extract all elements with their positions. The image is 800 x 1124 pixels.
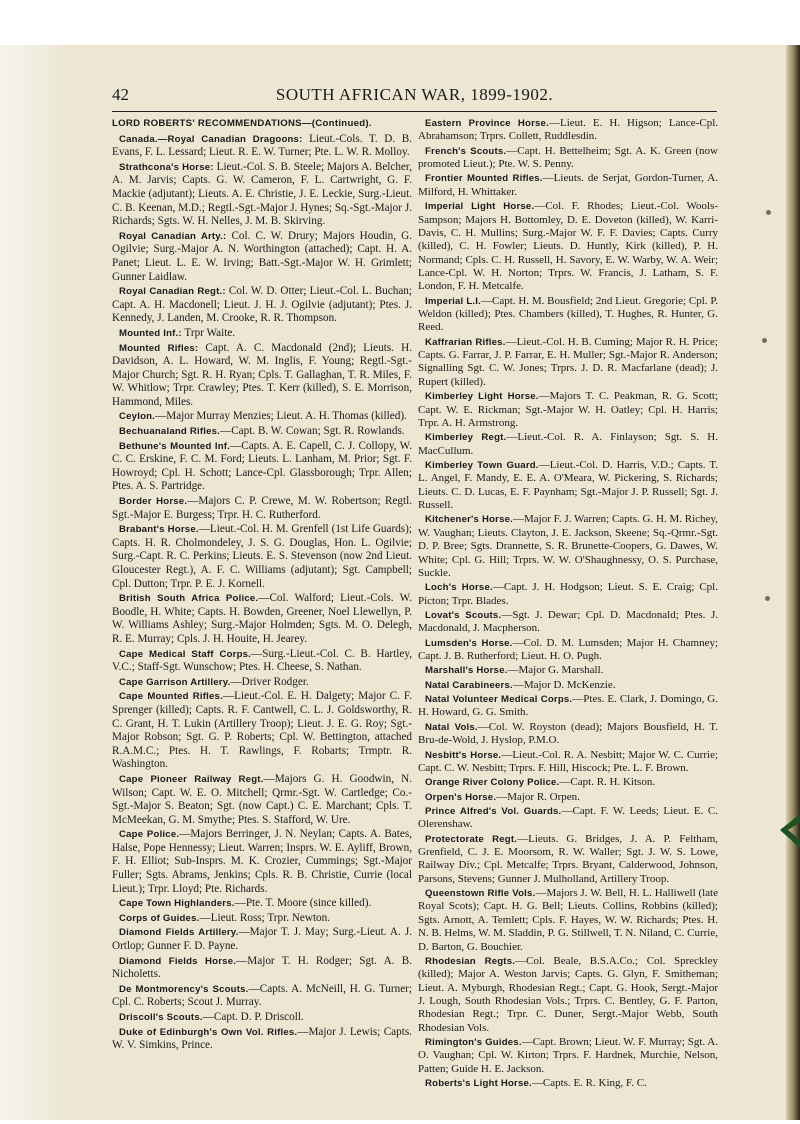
unit-entry — [112, 342, 412, 410]
unit-name: Orange River Colony Police. — [425, 777, 560, 789]
unit-name: Eastern Province Horse. — [425, 118, 549, 129]
entry-text: —Lieuts. de Serjat, Gordon-Turner, A. Milford, H. Whittaker. — [418, 172, 718, 198]
unit-entry — [112, 955, 412, 982]
entry-text: —Majors T. C. Peakman, R. G. Scott; Capt. W. E. Rickman; Sgt.-Major W. H. Oatley; Cpl. H. Harris; Trpr. A. H. Armstrong. — [418, 390, 718, 429]
unit-entry — [112, 676, 412, 690]
entry-text: Lieut.-Col. S. B. Steele; Majors A. Belcher, A. M. Jarvis; Capts. G. W. Cameron, F. L. Cartwright, G. F. Mackie (adjutant); Lieuts. A. E. Christie, J. E. Leckie, Surg.-Lieut. C. B. Keenan, M.D.; Regtl.-Sgt.-Major J. Hynes; Sq.-Sgt.-Major J. Richards; Sgts. W. H. Nelles, J. M. B. Skirving. — [112, 160, 412, 228]
entry-text: —Lieut.-Col. H. M. Grenfell (1st Life Guards); Capts. H. R. Cholmondeley, J. S. G. Douglas, Hon. L. Ogilvie; Surg.-Capt. R. C. Perkins; Lieuts. E. S. Stevenson (now 2nd Lieut. Gloucester Regt.), A. F. C. Williams (adjutant); Sgt. Campbell; Cpl. Dutton; Trpr. P. E. J. Kornell. — [112, 523, 412, 590]
page-number: 42 — [112, 85, 129, 104]
unit-entry — [112, 983, 412, 1010]
unit-entry — [418, 459, 718, 512]
unit-entry — [418, 749, 718, 776]
entry-text: —Lieut.-Col. E. H. Dalgety; Major C. F. Sprenger (killed); Capts. R. F. Cantwell, C. L. J. Goldsworthy, R. C. Grant, H. T. Lukin (Artillery Troop); Lieut. J. E. G. Roy; Sgt.-Major Robson; Sgt. G. P. Roberts; Cpl. W. Bettington, attached R.A.M.C.; Ptes. H. T. Rawlings, F. Robarts; Trmptr. R. Washington. — [112, 690, 413, 771]
entry-text: —Major Murray Menzies; Lieut. A. H. Thomas (killed). — [155, 410, 407, 423]
unit-entry — [112, 926, 412, 953]
entry-text: —Capt. R. H. Kitson. — [559, 776, 656, 789]
page-stain — [766, 210, 771, 215]
entry-text: —Capt. H. Bettelheim; Sgt. A. K. Green (now promoted Lieut.); Pte. W. S. Penny. — [418, 144, 718, 171]
unit-name: Mounted Inf.: — [119, 327, 182, 339]
unit-name: Cape Mounted Rifles. — [119, 691, 223, 703]
unit-entry — [112, 161, 412, 229]
unit-name: Imperial Light Horse. — [425, 201, 535, 213]
unit-name: Corps of Guides. — [119, 912, 200, 924]
entry-text: —Col. F. Rhodes; Lieut.-Col. Wools-Sampson; Majors H. Bottomley, D. E. Doveton (killed), W. Karri-Davis, C. H. Mullins; Surg.-Major W. F. F. Davies; Capts. Curry (killed), C. H. Fowler; Lieuts. D. Huntly, Kirk (killed), P. H. Normand; Cpls. C. H. Russell, H. Savory, E. W. Warby, W. A. Weir; Lance-Cpl. W. H. Norton; Trprs. W. Francis, J. Latham, S. F. London, F. H. Metcalfe. — [418, 200, 718, 293]
unit-entry — [418, 887, 718, 954]
unit-entry — [112, 828, 412, 896]
unit-name: British South Africa Police. — [119, 593, 259, 605]
unit-entry — [112, 523, 412, 591]
entry-text: —Capt. J. H. Hodgson; Lieut. S. E. Craig; Cpl. Picton; Trpr. Blades. — [418, 581, 718, 607]
unit-entry — [112, 230, 412, 284]
unit-name: Border Horse. — [119, 496, 188, 508]
unit-entry — [418, 776, 718, 789]
header-rule — [112, 111, 717, 112]
entry-text: —Lieut.-Col. R. A. Nesbitt; Major W. C. Currie; Capt. C. W. Nesbitt; Trprs. F. Hill, Hiscock; Pte. L. F. Brown. — [418, 748, 719, 774]
unit-entry — [418, 1036, 718, 1076]
unit-name: Ceylon. — [119, 411, 156, 423]
unit-name: Frontier Mounted Rifles. — [425, 173, 543, 185]
unit-name: Diamond Fields Artillery. — [119, 927, 239, 939]
entry-text: —Col. Beale, B.S.A.Co.; Col. Spreckley (killed); Major A. Weston Jarvis; Capts. G. Glyn, F. Smitheman; Lieut. A. Myburgh, Rhodesian Regt.; Capt. G. Hook, Sergt.-Major J. Lough, South Rhodesian Vols.; Trprs. C. Bentley, G. F. Parton, Rhodesian Regt.; Trpr. C. Duner, Sergt.-Major Webb, South Rhodesian Vols. — [418, 954, 718, 1034]
unit-entry — [418, 955, 718, 1035]
unit-entry — [418, 791, 718, 804]
entry-text: —Capts. E. R. King, F. C. — [531, 1077, 647, 1090]
unit-entry — [418, 679, 718, 692]
unit-entry — [418, 295, 718, 335]
unit-name: Orpen's Horse. — [425, 791, 497, 803]
unit-name: Strathcona's Horse: — [119, 161, 214, 173]
unit-name: Brabant's Horse. — [119, 524, 199, 536]
entry-text: —Majors Berringer, J. N. Neylan; Capts. A. Bates, Halse, Pope Hennessy; Lieut. Warren; Insprs. W. E. Ayliff, Brown, F. H. Elliot; Sub-Insprs. M. K. Crozier, Cummings; Sgt.-Major Fuller; Sgts. Abrams, Jenkins; Cpls. R. B. Christie, Currie (local Lieut.); Trpr. Lloyd; Pte. Richards. — [112, 828, 412, 895]
page-edge — [786, 45, 800, 1120]
running-title: SOUTH AFRICAN WAR, 1899-1902. — [275, 85, 554, 104]
unit-entry — [112, 1011, 412, 1025]
entry-text: Trpr Waite. — [181, 326, 236, 339]
entry-text: —Sgt. J. Dewar; Cpl. D. Macdonald; Ptes. J. Macdonald, J. Macpherson. — [418, 608, 718, 635]
entry-text: —Capt. Brown; Lieut. W. F. Murray; Sgt. A. O. Vaughan; Cpl. W. Kirton; Trprs. F. Hardnek, Murchie, Nelson, Patten; Guide H. E. Jackson. — [418, 1036, 718, 1075]
unit-entry — [418, 431, 718, 458]
unit-entry — [112, 592, 412, 646]
unit-entry — [112, 1026, 412, 1053]
unit-name: Kimberley Town Guard. — [425, 459, 539, 471]
unit-entry — [418, 336, 718, 389]
unit-name: Duke of Edinburgh's Own Vol. Rifles. — [119, 1026, 298, 1038]
unit-entry — [112, 897, 412, 911]
unit-entry — [112, 912, 412, 926]
entry-text: —Lieuts. G. Bridges, J. A. P. Feltham, Grenfield, C. J. E. Moorsom, R. W. Waller; Sgt. J. W. S. Lowe, Railway Div.; Cpl. Metcalfe; Trprs. Bryant, Calderwood, Johnson, Parsons, Stevens; Gunner J. Mulholland, Artillery Troop. — [418, 832, 718, 885]
unit-name: Protectorate Regt. — [425, 833, 518, 845]
entry-text: —Driver Rodger. — [230, 675, 309, 688]
unit-name: Driscoll's Scouts. — [119, 1012, 203, 1023]
unit-name: Diamond Fields Horse. — [119, 955, 237, 967]
unit-name: Cape Garrison Artillery. — [119, 676, 231, 688]
unit-name: Rhodesian Regts. — [425, 955, 516, 967]
entry-text: Col. W. D. Otter; Lieut.-Col. L. Buchan; Capt. A. H. Macdonell; Lieut. J. H. J. Ogilvie (adjutant); Ptes. J. Kennedy, J. Landen, M. Crooke, R. R. Thompson. — [112, 285, 412, 325]
entry-text: —Major R. Orpen. — [496, 790, 580, 803]
unit-entry — [418, 664, 718, 677]
entry-text: —Capt. F. W. Leeds; Lieut. E. C. Olerenshaw. — [418, 804, 718, 831]
unit-entry — [418, 172, 718, 199]
unit-name: Roberts's Light Horse. — [425, 1078, 532, 1090]
unit-name: Kimberley Light Horse. — [425, 391, 539, 403]
unit-entry — [418, 145, 718, 172]
entry-text: Capt. A. C. Macdonald (2nd); Lieuts. H. Davidson, A. L. Howard, W. M. Inglis, F. Young; Regtl.-Sgt.-Major Church; Sgt. R. H. Ryan; Cpls. T. Gallaghan, T. R. Miles, F. W. Whitlow; Trpr. Crawley; Ptes. T. Kerr (killed), S. E. Morrison, Hammond, Miles. — [112, 341, 413, 408]
unit-name: Natal Carabineers. — [425, 679, 513, 691]
unit-name: Kitchener's Horse. — [425, 514, 514, 526]
unit-entry — [112, 425, 412, 439]
unit-name: Rimington's Guides. — [425, 1037, 522, 1049]
entry-text: —Lieut.-Col. R. A. Finlayson; Sgt. S. H. MacCullum. — [418, 431, 718, 457]
unit-entry — [112, 648, 412, 675]
entry-text: —Surg.-Lieut.-Col. C. B. Hartley, V.C.; Staff-Sgt. Wunschow; Ptes. H. Cheese, S. Nathan. — [112, 647, 412, 674]
unit-name: Canada.—Royal Canadian Dragoons: — [119, 133, 303, 145]
entry-text: —Major D. McKenzie. — [512, 678, 616, 691]
page-stain — [765, 596, 770, 601]
unit-name: Natal Volunteer Medical Corps. — [425, 694, 573, 706]
unit-name: Royal Canadian Arty.: — [119, 230, 227, 242]
entry-text: —Major G. Marshall. — [507, 664, 604, 677]
unit-name: Bechuanaland Rifles. — [119, 426, 221, 438]
entry-text: —Major T. H. Rodger; Sgt. A. B. Nicholetts. — [112, 954, 412, 981]
unit-name: Kimberley Regt. — [425, 432, 507, 444]
unit-entry — [112, 773, 412, 827]
unit-entry — [418, 1077, 718, 1090]
unit-name: Bethune's Mounted Inf. — [119, 440, 231, 452]
section-heading: LORD ROBERTS' RECOMMENDATIONS—(Continued). — [112, 118, 372, 129]
entry-text: —Majors J. W. Bell, H. L. Halliwell (late Royal Scots); Capt. H. G. Bell; Lieuts. Collins, Robbins (killed); Sgts. Arnott, A. Temlett; Cpls. F. Hayes, W. W. Richards; Ptes. H. N. B. Helms, W. M. Sladdin, P. G. Stillwell, T. N. Niland, C. Currie, D. Barton, G. Bouchier. — [418, 887, 718, 953]
entry-text: —Capt. H. M. Bousfield; 2nd Lieut. Gregorie; Cpl. P. Weldon (killed); Ptes. Chambers (killed), T. Hughes, R. Hunter, G. Reed. — [418, 294, 718, 334]
unit-entry — [112, 410, 412, 424]
entry-text: —Lieut. E. H. Higson; Lance-Cpl. Abrahamson; Trprs. Collett, Ruddlesdin. — [418, 117, 719, 143]
left-column — [112, 117, 412, 1054]
unit-entry — [418, 721, 718, 748]
unit-name: Queenstown Rifle Vols. — [425, 888, 536, 900]
unit-entry — [418, 805, 718, 832]
unit-name: French's Scouts. — [425, 145, 507, 157]
entry-text: —Major F. J. Warren; Capts. G. H. M. Richey, W. Vaughan; Lieuts. Clayton, J. E. Jackson, Skeene; Sq.-Qrmr.-Sgt. D. P. Bree; Sgts. Drannette, S. R. Brunette-Coopers, G. Dawes, W. White; Cpl. G. Hill; Trprs. W. W. O'Shaughnessy, O. S. Purchase, Suckle. — [418, 513, 718, 579]
unit-entry — [418, 581, 718, 608]
unit-name: Lovat's Scouts. — [425, 609, 502, 621]
unit-entry — [418, 200, 718, 294]
entry-text: —Major T. J. May; Surg.-Lieut. A. J. Ortlop; Gunner F. D. Payne. — [112, 926, 412, 953]
entry-text: —Capts. A. E. Capell, C. J. Collopy, W. C. C. Erskine, F. C. M. Ford; Lieuts. L. Lanham, M. Prior; Sgt. F. Howroyd; Cpl. H. Schott; Lance-Cpl. Glassborough; Trpr. Allen; Ptes. A. S. Partridge. — [112, 439, 413, 493]
entry-text: —Capt. D. P. Driscoll. — [202, 1011, 304, 1023]
unit-entry — [112, 440, 412, 494]
unit-entry — [112, 133, 412, 160]
entry-text: —Major J. Lewis; Capts. W. V. Simkins, Prince. — [112, 1025, 412, 1052]
unit-entry — [112, 285, 412, 326]
unit-entry — [418, 693, 718, 720]
unit-name: Kaffrarian Rifles. — [425, 336, 506, 348]
entry-text: —Col. W. Royston (dead); Majors Bousfield, H. T. Bru-de-Wold, J. Hyslop, P.M.O. — [418, 720, 718, 747]
entry-text: —Col. D. M. Lumsden; Major H. Chamney; Capt. J. B. Rutherford; Lieut. H. O. Pugh. — [418, 636, 719, 663]
unit-entry — [112, 690, 412, 772]
entry-text: —Col. Walford; Lieut.-Cols. W. Boodle, H. White; Capts. H. Bowden, Greener, Noel Llewellyn, P. W. Williams Ashley; Surg.-Major Holmden; Sgts. M. O. Delegh, R. E. Murray; Cpls. J. H. Houite, H. Jearey. — [112, 592, 412, 645]
unit-entry — [112, 327, 412, 341]
bookmark-ribbon — [774, 812, 800, 850]
unit-entry — [418, 513, 718, 580]
entry-text: —Lieut. Ross; Trpr. Newton. — [199, 911, 331, 924]
binding-margin — [0, 45, 68, 1120]
entry-text: —Lieut.-Col. H. B. Cuming; Major R. H. Price; Capts. G. Farrar, J. P. Farrar, E. H. Muller; Sgt.-Major R. Anderson; Signalling Sgt. C. W. Jones; Trprs. J. D. R. Macfarlane (dead); J. Rupert (killed). — [418, 335, 718, 388]
unit-name: Royal Canadian Regt.: — [119, 286, 226, 298]
unit-entry — [418, 833, 718, 886]
unit-entry — [418, 390, 718, 430]
unit-name: Mounted Rifles: — [119, 342, 199, 354]
unit-name: Cape Medical Staff Corps. — [119, 648, 252, 660]
unit-name: De Montmorency's Scouts. — [119, 983, 249, 995]
entry-text: —Ptes. E. Clark, J. Domingo, G. H. Howard, G. G. Smith. — [418, 693, 718, 719]
entry-text: —Pte. T. Moore (since killed). — [234, 897, 372, 910]
unit-entry — [112, 495, 412, 522]
unit-entry — [418, 609, 718, 636]
unit-name: Marshall's Horse. — [425, 665, 508, 677]
right-column — [418, 117, 718, 1092]
unit-name: Lumsden's Horse. — [425, 637, 513, 649]
unit-name: Loch's Horse. — [425, 582, 493, 594]
unit-entry — [418, 637, 718, 664]
unit-name: Natal Vols. — [425, 721, 478, 733]
unit-name: Cape Town Highlanders. — [119, 898, 235, 910]
unit-name: Nesbitt's Horse. — [425, 749, 502, 761]
page-stain — [762, 338, 767, 343]
entry-text: —Lieut.-Col. D. Harris, V.D.; Capts. T. L. Angel, F. Mandy, E. E. A. O'Meara, W. Pickering, S. Richards; Lieuts. C. D. Lucas, E. F. Paynham; Sgt.-Major J. P. Russell; Sgt. J. Russell. — [418, 458, 719, 512]
entry-text: —Capt. B. W. Cowan; Sgt. R. Rowlands. — [220, 425, 405, 438]
entry-text: —Capts. A. McNeill, H. G. Turner; Cpl. C. Roberts; Scout J. Murray. — [112, 982, 412, 1009]
entry-text: —Majors C. P. Crewe, M. W. Robertson; Regtl. Sgt.-Major E. Burgess; Trpr. H. C. Rutherford. — [112, 495, 413, 521]
unit-name: Cape Police. — [119, 829, 180, 841]
entry-text: Col. C. W. Drury; Majors Houdin, G. Ogilvie; Surg.-Major A. N. Worthington (attached); Capt. H. A. Panet; Lieut. L. E. W. Irving; Batt.-Sgt.-Major W. H. Grimlett; Gunner Laidlaw. — [112, 229, 412, 283]
unit-name: Prince Alfred's Vol. Guards. — [425, 805, 562, 817]
entry-text: Lieut.-Cols. T. D. B. Evans, F. L. Lessard; Lieut. R. E. W. Turner; Pte. L. W. R. Molloy. — [112, 132, 413, 159]
unit-name: Imperial L.I. — [425, 295, 481, 307]
unit-name: Cape Pioneer Railway Regt. — [119, 773, 264, 785]
running-header — [112, 85, 717, 107]
unit-entry — [418, 117, 718, 144]
entry-text: —Majors G. H. Goodwin, N. Wilson; Capt. W. E. O. Mitchell; Qrmr.-Sgt. W. Cartledge; Co.-Sgt.-Major S. Beaton; Sgt. (now Capt.) C. E. Marchant; Cpls. T. McMeekan, G. M. Smythe; Ptes. S. Stafford, W. Ure. — [112, 772, 412, 826]
